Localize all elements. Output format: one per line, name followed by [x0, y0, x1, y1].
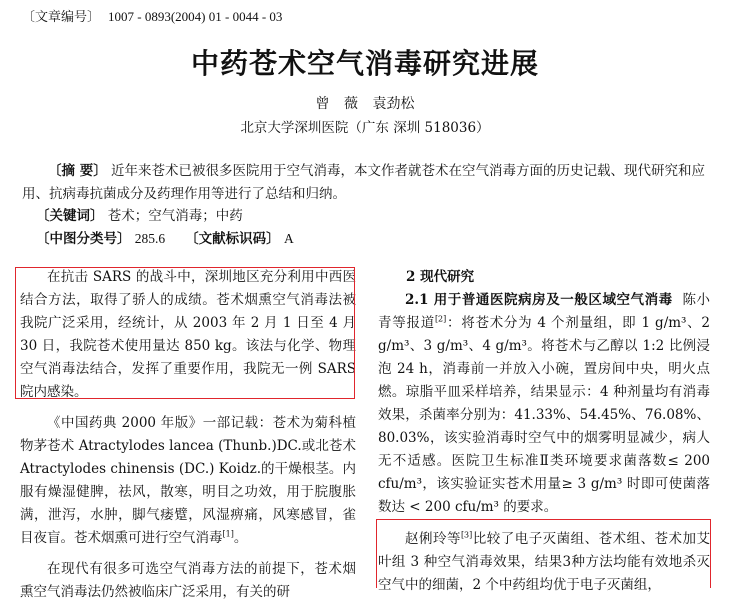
section-heading: 2 现代研究	[406, 269, 475, 285]
keywords-label: 〔关键词〕	[36, 208, 104, 224]
right-paragraph-2-text: 比较了电子灭菌组、苍术组、苍术加艾叶组 3 种空气消毒效果，结果3种方法均能有效地杀灭空气中的细菌，2 个中药组均优于电子灭菌组，	[378, 531, 711, 593]
document-code-label: 〔文献标识码〕	[185, 231, 280, 247]
subsection-title: 2.1 用于普通医院病房及一般区域空气消毒	[405, 292, 673, 308]
left-paragraph-2	[20, 412, 356, 550]
left-paragraph-1: 在抗击 SARS 的战斗中，深圳地区充分利用中西医结合方法，取得了骄人的成绩。苍术烟熏空气消毒法被我院广泛采用，经统计，从 2003 年 2 月 1 日至 4 月 30 日，我院苍术使用量达 850 kg。该法与化学、物理空气消毒法结合，发挥了重要作用，我院无一例 SARS 院内感染。	[20, 269, 356, 400]
right-paragraph-2-start: 赵俐玲等	[405, 531, 461, 547]
abstract-text: 近年来苍术已被很多医院用于空气消毒，本文作者就苍术在空气消毒方面的历史记载、现代研究和应用、抗病毒抗菌成分及药理作用等进行了总结和归纳。	[22, 163, 705, 202]
keywords	[36, 204, 243, 224]
classification	[36, 227, 294, 247]
highlight-box-left	[15, 267, 355, 399]
left-paragraph-3: 在现代有很多可选空气消毒方法的前提下，苍术烟熏空气消毒法仍然被临床广泛采用，有关的研	[20, 561, 356, 600]
citation-ref-3[interactable]: [3]	[460, 530, 473, 540]
citation-ref-2[interactable]: [2]	[434, 314, 447, 324]
article-number-label: 〔文章编号〕	[22, 10, 101, 25]
affiliation: 北京大学深圳医院（广东 深圳 518036）	[240, 120, 490, 136]
left-paragraph-2-text: 《中国药典 2000 年版》一部记载：苍术为菊科植物茅苍术 Atractylodes lancea (Thunb.)DC.或北苍术 Atractylodes chinensis (DC.) Koidz.的干燥根茎。内服有燥湿健脾，祛风，散寒，明目之功效，用于脘腹胀满，泄泻，水肿，脚气痿躄，风湿痹痛，风寒感冒，雀目夜盲。苍术烟熏可进行空气消毒	[20, 415, 356, 546]
abstract	[22, 160, 712, 206]
highlight-box-right	[376, 519, 711, 588]
citation-ref-1[interactable]: [1]	[222, 529, 234, 539]
authors: 曾 薇 袁劲松	[315, 96, 415, 112]
classification-value: 285.6	[134, 231, 166, 246]
subsection-text-start: 陈小青等报道	[378, 292, 710, 331]
classification-label: 〔中图分类号〕	[36, 231, 131, 247]
keywords-text: 苍术；空气消毒；中药	[107, 208, 243, 224]
left-paragraph-2-end: 。	[233, 530, 248, 546]
subsection-text: ：将苍术分为 4 个剂量组，即 1 g/m³、2 g/m³、3 g/m³、4 g/m³。将苍术与乙醇以 1:2 比例浸泡 24 h，消毒前一并放入小碗，置房间中央，明火点燃。琼脂平皿采样培养，结果显示：4 种剂量均有消毒效果，杀菌率分别为：41.33%、54.45%、76.08%、80.03%，该实验消毒时空气中的烟雾明显减少，病人无不适感。医院卫生标准Ⅱ类环境要求菌落数≤ 200 cfu/m³，该实验证实苍术用量≥ 3 g/m³ 时即可使菌落数达 < 200 cfu/m³ 的要求。	[378, 315, 711, 515]
abstract-label: 〔摘 要〕	[48, 163, 107, 179]
subsection-paragraph	[378, 289, 710, 519]
article-number-value: 1007 - 0893(2004) 01 - 0044 - 03	[108, 9, 283, 24]
document-code-value: A	[283, 231, 294, 246]
article-number-line	[22, 6, 282, 25]
paper-title: 中药苍术空气消毒研究进展	[190, 47, 539, 80]
